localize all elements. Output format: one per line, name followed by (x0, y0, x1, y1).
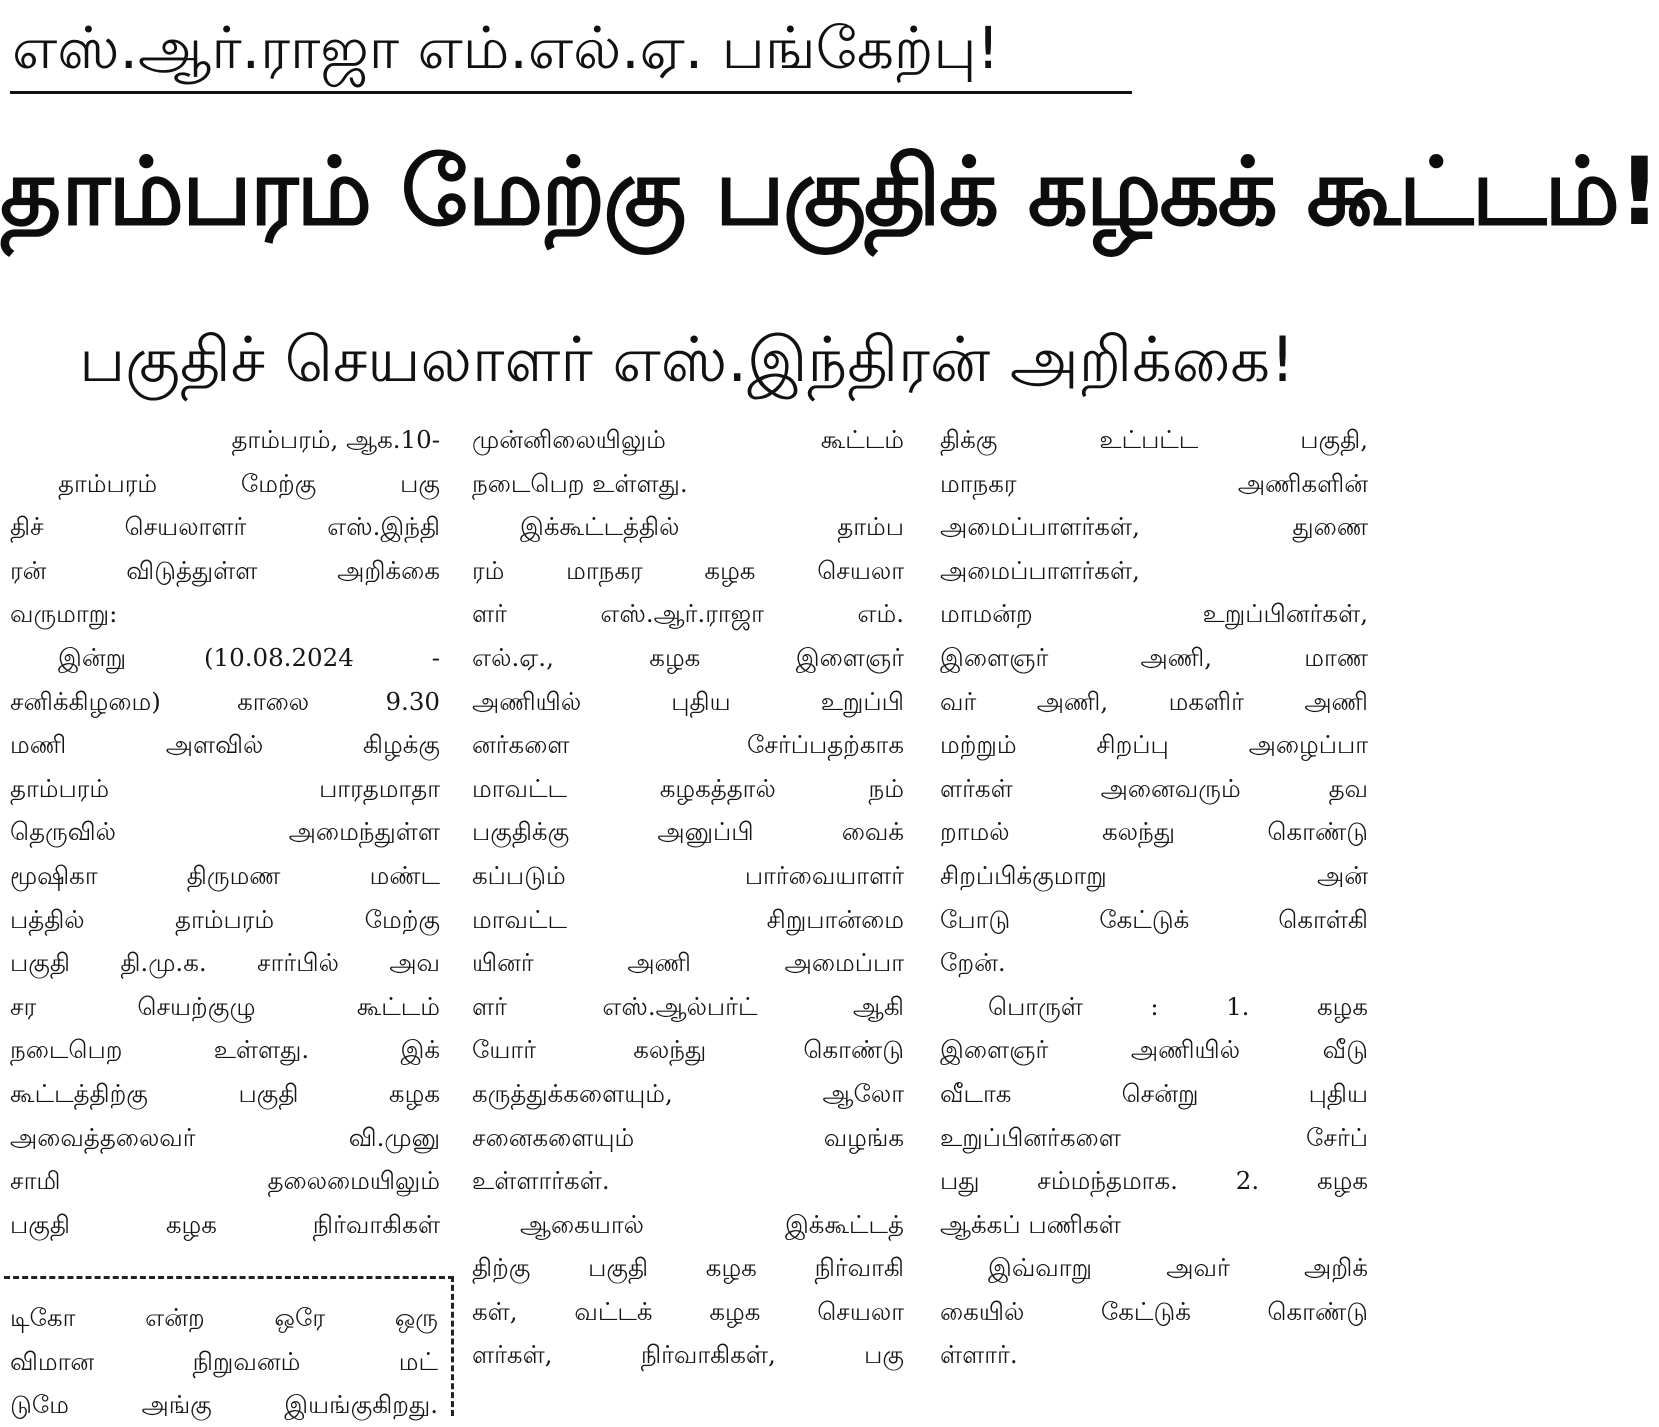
adjacent-story-line: டுமே அங்கு இயங்குகிறது. (10, 1390, 438, 1420)
body-line: கள், வட்டக் கழக செயலா (472, 1296, 904, 1326)
body-line: போடு கேட்டுக் கொள்கி (940, 904, 1368, 934)
body-line: மாவட்ட சிறுபான்மை (472, 904, 904, 934)
body-line: நடைபெற உள்ளது. இக் (10, 1035, 440, 1065)
article-column-3 (940, 418, 1368, 1377)
body-line: தாம்பரம் மேற்கு பகு (58, 468, 440, 498)
body-line: ளர்கள், நிர்வாகிகள், பகு (472, 1340, 904, 1370)
body-line: னர்களை சேர்ப்பதற்காக (472, 730, 904, 760)
body-line: அவைத்தலைவர் வி.முனு (10, 1122, 440, 1152)
body-line: கருத்துக்களையும், ஆலோ (472, 1078, 904, 1108)
body-line: எல்.ஏ., கழக இளைஞர் (472, 642, 904, 672)
adjacent-story-line: டிகோ என்ற ஒரே ஒரு (10, 1303, 438, 1332)
body-line: மாநகர அணிகளின் (940, 468, 1368, 498)
body-line: மூஷிகா திருமண மண்ட (10, 860, 440, 890)
body-line: ளர் எஸ்.ஆல்பர்ட் ஆகி (472, 991, 904, 1021)
body-line: இளைஞர் அணியில் வீடு (940, 1035, 1368, 1065)
body-line: யினர் அணி அமைப்பா (472, 948, 904, 978)
body-line: பகுதி கழக நிர்வாகிகள் (10, 1209, 440, 1239)
subheadline: பகுதிச் செயலாளர் எஸ்.இந்திரன் அறிக்கை! (79, 323, 1295, 396)
body-line: ளர் எஸ்.ஆர்.ராஜா எம். (472, 599, 904, 629)
body-line: சர செயற்குழு கூட்டம் (10, 991, 440, 1021)
article-column-2 (472, 418, 904, 1377)
body-line: பொருள் : 1. கழக (988, 991, 1368, 1021)
body-line: இவ்வாறு அவர் அறிக் (988, 1253, 1368, 1283)
body-line: சிறப்பிக்குமாறு அன் (940, 860, 1368, 890)
body-line: பத்தில் தாம்பரம் மேற்கு (10, 904, 440, 934)
body-line: பது சம்மந்தமாக. 2. கழக (940, 1166, 1368, 1196)
body-line: யோர் கலந்து கொண்டு (472, 1035, 904, 1065)
body-line: ரம் மாநகர கழக செயலா (472, 555, 904, 585)
adjacent-story-line: விமான நிறுவனம் மட் (10, 1346, 438, 1376)
body-line: கையில் கேட்டுக் கொண்டு (940, 1296, 1368, 1326)
body-line: தெருவில் அமைந்துள்ள (10, 817, 440, 847)
body-line: ஆக்கப் பணிகள் (940, 1209, 1121, 1239)
kicker-banner (10, 8, 1132, 94)
body-line: இக்கூட்டத்தில் தாம்ப (520, 512, 904, 542)
body-line: சனைகளையும் வழங்க (472, 1122, 904, 1152)
body-line: முன்னிலையிலும் கூட்டம் (472, 425, 904, 454)
dateline: தாம்பரம், ஆக.10- (231, 425, 440, 454)
article-column-1 (10, 418, 440, 1246)
body-line: சனிக்கிழமை) காலை 9.30 (10, 686, 440, 716)
body-line: மற்றும் சிறப்பு அழைப்பா (940, 730, 1368, 760)
headline: தாம்பரம் மேற்கு பகுதிக் கழகக் கூட்டம்! (0, 138, 1659, 247)
body-line: அமைப்பாளர்கள், (940, 555, 1140, 585)
body-line: இன்று (10.08.2024 - (58, 642, 440, 672)
body-line: வருமாறு: (10, 599, 118, 629)
body-line: இளைஞர் அணி, மாண (940, 642, 1368, 672)
body-line: மணி அளவில் கிழக்கு (10, 730, 440, 760)
body-line: திற்கு பகுதி கழக நிர்வாகி (472, 1253, 904, 1283)
body-line: அணியில் புதிய உறுப்பி (472, 686, 904, 716)
body-line: கூட்டத்திற்கு பகுதி கழக (10, 1078, 440, 1108)
body-line: றேன். (940, 948, 1006, 978)
body-line: ஆகையால் இக்கூட்டத் (520, 1209, 904, 1239)
body-line: பகுதிக்கு அனுப்பி வைக் (472, 817, 904, 847)
body-line: ரன் விடுத்துள்ள அறிக்கை (10, 555, 440, 585)
body-line: வீடாக சென்று புதிய (940, 1078, 1368, 1108)
body-line: மாமன்ற உறுப்பினர்கள், (940, 599, 1368, 629)
body-line: உள்ளார்கள். (472, 1166, 610, 1196)
body-line: நடைபெற உள்ளது. (472, 468, 688, 498)
body-line: அமைப்பாளர்கள், துணை (940, 512, 1368, 542)
body-line: ளர்கள் அனைவரும் தவ (940, 773, 1368, 803)
body-line: வர் அணி, மகளிர் அணி (940, 686, 1368, 716)
body-line: உறுப்பினர்களை சேர்ப் (940, 1122, 1368, 1152)
kicker-text: எஸ்.ஆர்.ராஜா எம்.எல்.ஏ. பங்கேற்பு! (12, 14, 1000, 82)
body-line: திச் செயலாளர் எஸ்.இந்தி (10, 512, 440, 542)
body-line: மாவட்ட கழகத்தால் நம் (472, 773, 904, 803)
body-line: தாம்பரம் பாரதமாதா (10, 773, 440, 803)
body-line: கப்படும் பார்வையாளர் (472, 860, 904, 890)
body-line: றாமல் கலந்து கொண்டு (940, 817, 1368, 847)
body-line: சாமி தலைமையிலும் (10, 1166, 440, 1196)
body-line: பகுதி தி.மு.க. சார்பில் அவ (10, 948, 440, 978)
body-line: திக்கு உட்பட்ட பகுதி, (940, 425, 1368, 454)
adjacent-story (10, 1296, 438, 1427)
body-line: ள்ளார். (940, 1340, 1018, 1370)
